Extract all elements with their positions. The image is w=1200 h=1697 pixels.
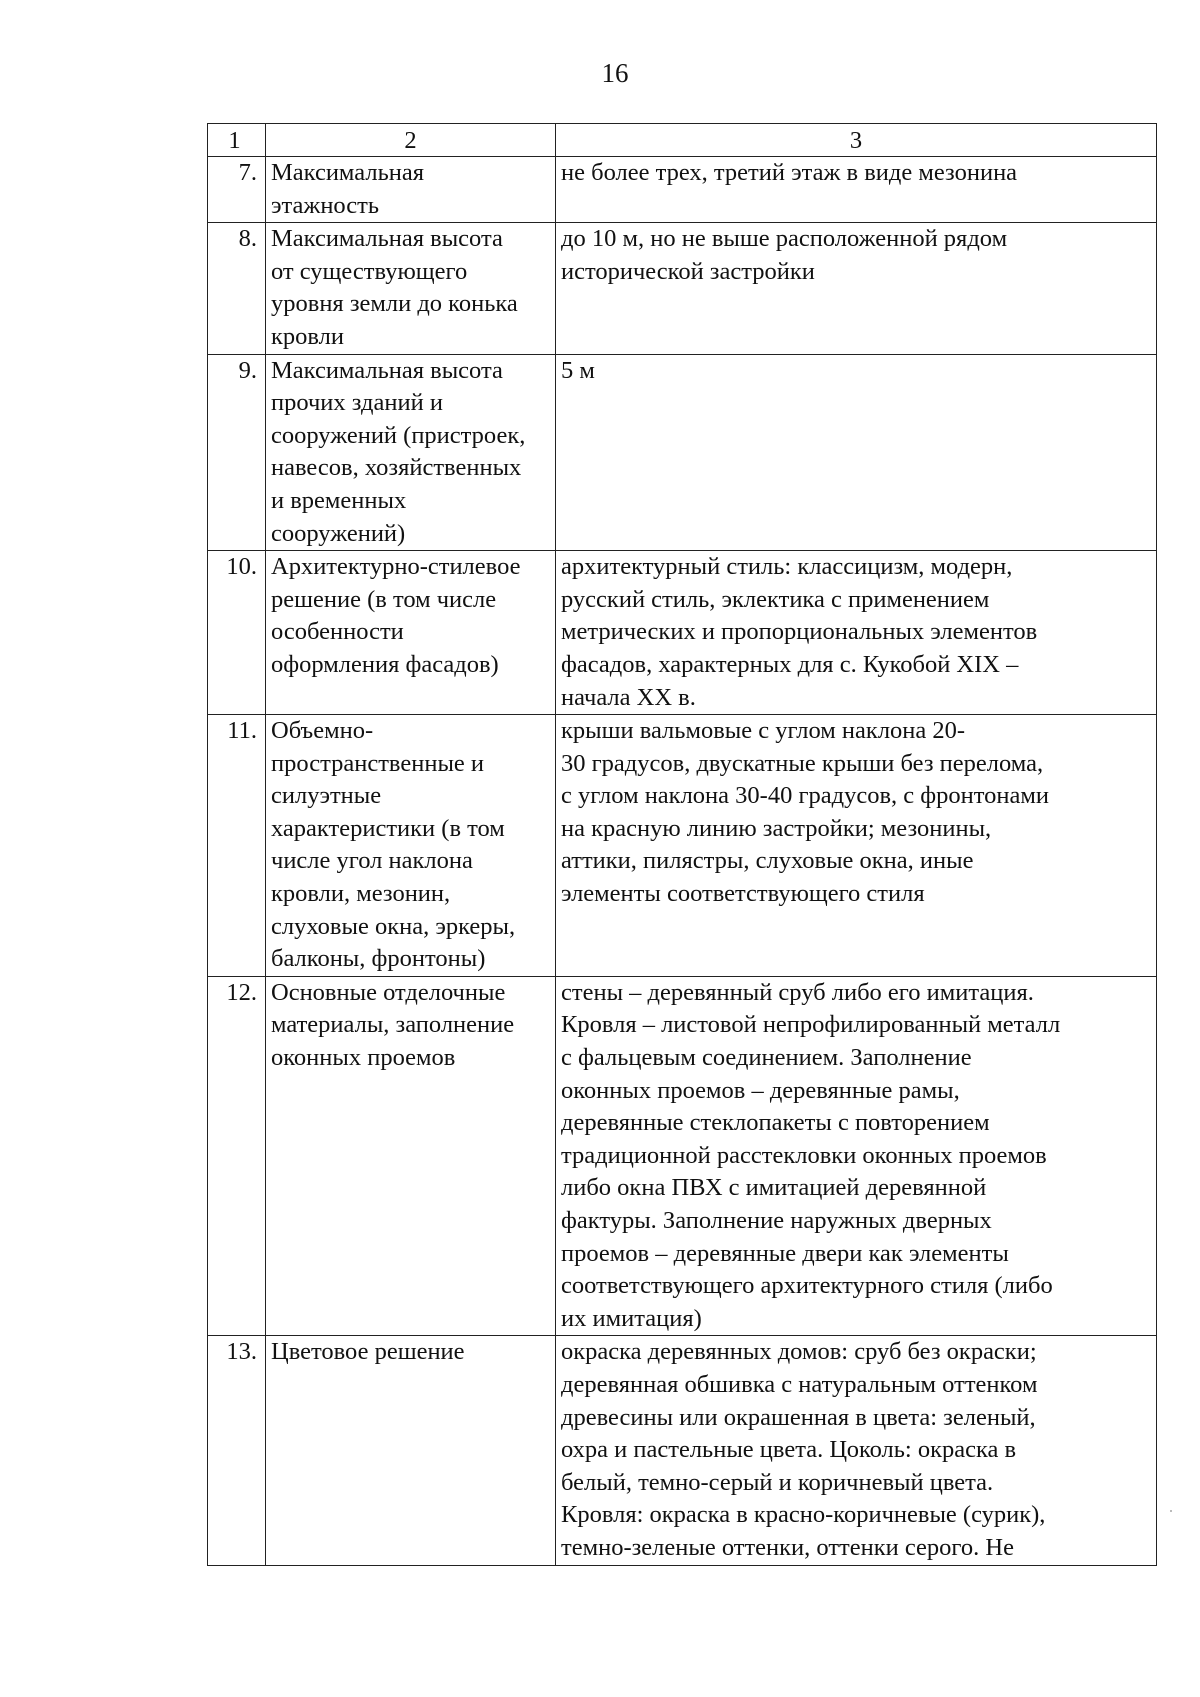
header-col-1: 1	[208, 124, 266, 157]
row-parameter: Максимальная этажность	[266, 157, 556, 223]
row-parameter: Цветовое решение	[266, 1336, 556, 1565]
table-row	[208, 551, 1157, 715]
table-row	[208, 1336, 1157, 1565]
row-number: 7.	[208, 157, 266, 223]
row-number: 12.	[208, 976, 266, 1336]
row-number: 9.	[208, 354, 266, 551]
scan-artifact	[1170, 1510, 1172, 1512]
row-number: 11.	[208, 715, 266, 977]
row-parameter: Архитектурно-стилевое решение (в том числе особенности оформления фасадов)	[266, 551, 556, 715]
row-number: 10.	[208, 551, 266, 715]
row-number: 8.	[208, 223, 266, 354]
table-row	[208, 223, 1157, 354]
row-parameter: Основные отделочные материалы, заполнение оконных проемов	[266, 976, 556, 1336]
row-value: не более трех, третий этаж в виде мезонина	[556, 157, 1157, 223]
table-row	[208, 976, 1157, 1336]
row-parameter: Максимальная высота от существующего уровня земли до конька кровли	[266, 223, 556, 354]
table-row	[208, 354, 1157, 551]
table-row	[208, 715, 1157, 977]
row-value: до 10 м, но не выше расположенной рядом исторической застройки	[556, 223, 1157, 354]
header-col-2: 2	[266, 124, 556, 157]
requirements-table	[207, 123, 1157, 1566]
row-parameter: Объемно- пространственные и силуэтные характеристики (в том числе угол наклона кровли, мезонин, слуховые окна, эркеры, балконы, фронтоны)	[266, 715, 556, 977]
row-value: стены – деревянный сруб либо его имитация. Кровля – листовой непрофилированный металл с фальцевым соединением. Заполнение оконных проемов – деревянные рамы, деревянные стеклопакеты с повторением традиционной расстекловки оконных проемов либо окна ПВХ с имитацией деревянной фактуры. Заполнение наружных дверных проемов – деревянные двери как элементы соответствующего архитектурного стиля (либо их имитация)	[556, 976, 1157, 1336]
row-parameter: Максимальная высота прочих зданий и сооружений (пристроек, навесов, хозяйственных и временных сооружений)	[266, 354, 556, 551]
table-header-row	[208, 124, 1157, 157]
row-value: окраска деревянных домов: сруб без окраски; деревянная обшивка с натуральным оттенком древесины или окрашенная в цвета: зеленый, охра и пастельные цвета. Цоколь: окраска в белый, темно-серый и коричневый цвета. Кровля: окраска в красно-коричневые (сурик), темно-зеленые оттенки, оттенки серого. Не	[556, 1336, 1157, 1565]
table-row	[208, 157, 1157, 223]
row-value: 5 м	[556, 354, 1157, 551]
row-value: архитектурный стиль: классицизм, модерн, русский стиль, эклектика с применением метрических и пропорциональных элементов фасадов, характерных для с. Кукобой XIX – начала XX в.	[556, 551, 1157, 715]
row-number: 13.	[208, 1336, 266, 1565]
header-col-3: 3	[556, 124, 1157, 157]
row-value: крыши вальмовые с углом наклона 20- 30 градусов, двускатные крыши без перелома, с углом наклона 30-40 градусов, с фронтонами на красную линию застройки; мезонины, аттики, пилястры, слуховые окна, иные элементы соответствующего стиля	[556, 715, 1157, 977]
page-number: 16	[601, 58, 629, 88]
